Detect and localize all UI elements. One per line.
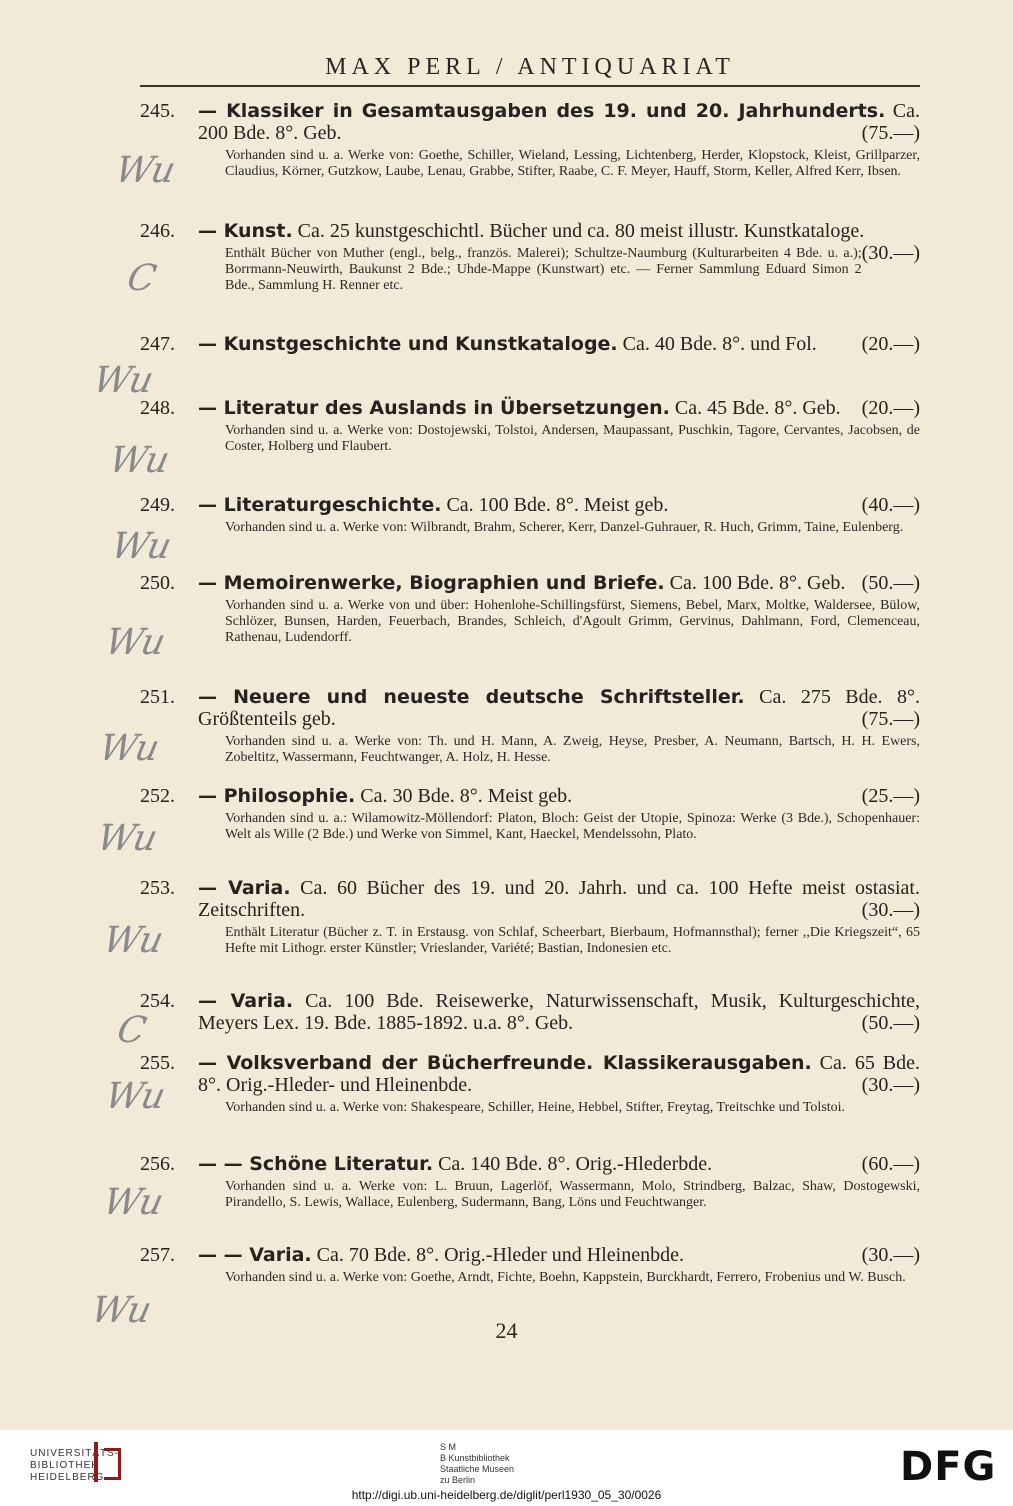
entry-note: Vorhanden sind u. a. Werke von: Shakespeare, Schiller, Heine, Hebbel, Stifter, Freytag, Treitschke und Tolstoi. (225, 1100, 846, 1115)
entry-note: Vorhanden sind u. a. Werke von: L. Bruun, Lagerlöf, Wassermann, Molo, Strindberg, Balzac, Shaw, Dostogewski, Pirandello, S. Lewis, Wallace, Eulenberg, Sudermann, Bang, Löns und Feuchtwanger. (225, 1179, 920, 1210)
entry-description: Ca. 25 kunstgeschichtl. Bücher und ca. 80 meist illustr. Kunstkataloge. (297, 220, 865, 242)
entry-number: 247. (140, 333, 175, 355)
entry-title: — Literatur des Auslands in Übersetzungen. (198, 397, 670, 419)
entry-title: — Varia. (198, 877, 291, 899)
entry-main (198, 990, 920, 1034)
catalog-entry (140, 877, 920, 957)
entry-note: Vorhanden sind u. a. Werke von: Dostojewski, Tolstoi, Andersen, Maupassant, Puschkin, Tagore, Cervantes, Jacobsen, de Coster, Holberg und Flaubert. (225, 423, 920, 454)
entry-main (198, 877, 920, 921)
entry-title: — Philosophie. (198, 785, 356, 807)
catalog-entry (140, 220, 920, 294)
entry-description: Ca. 100 Bde. 8°. Meist geb. (446, 494, 669, 516)
entry-price: (60.—) (861, 1153, 920, 1175)
entry-number: 246. (140, 220, 175, 242)
catalog-entry (140, 1153, 920, 1211)
entry-number: 254. (140, 990, 175, 1012)
entry-note: Vorhanden sind u. a. Werke von: Goethe, Schiller, Wieland, Lessing, Lichtenberg, Herder, Klopstock, Kleist, Grillparzer, Claudius, Körner, Gutzkow, Laube, Lenau, Grabbe, Stifter, Raabe, C. F. Meyer, Hauff, Storm, Keller, Alfred Kerr, Ibsen. (225, 148, 920, 179)
entry-description: Ca. 40 Bde. 8°. und Fol. (622, 333, 817, 355)
entry-main (198, 572, 920, 594)
pencil-annotation: Wu (101, 622, 170, 663)
kunstbibliothek-logo[interactable]: S M B Kunstbibliothek Staatliche Museen zu Berlin (440, 1442, 515, 1485)
entry-number: 245. (140, 100, 175, 122)
entry-price: (20.—) (861, 333, 920, 355)
entry-number: 250. (140, 572, 175, 594)
catalog-entry (140, 100, 920, 180)
entry-price: (50.—) (861, 572, 920, 594)
pencil-annotation: Wu (95, 728, 164, 769)
catalog-entry (140, 494, 920, 536)
entry-description: Ca. 30 Bde. 8°. Meist geb. (360, 785, 573, 807)
entry-main (198, 1153, 920, 1175)
entry-price: (20.—) (861, 397, 920, 419)
university-logo-icon (94, 1442, 126, 1482)
entry-note: Vorhanden sind u. a. Werke von und über: Hohenlohe-Schillingsfürst, Siemens, Bebel, Marx, Moltke, Waldersee, Bülow, Schlözer, Bunsen, Harden, Feuerbach, Brandes, Schleich, d'Agoult Grimm, Gervinus, Dahlmann, Ford, Clemenceau, Rathenau, Ludendorff. (225, 598, 920, 645)
entry-main (198, 220, 920, 264)
catalog-entry (140, 1052, 920, 1116)
entry-price: (75.—) (861, 708, 920, 730)
entry-main (198, 494, 920, 516)
entry-price: (30.—) (861, 899, 920, 921)
entry-main (198, 686, 920, 730)
entry-number: 256. (140, 1153, 175, 1175)
entry-title: — Volksverband der Bücherfreunde. Klassikerausgaben. (198, 1052, 812, 1074)
pencil-annotation: C (123, 258, 160, 299)
entry-price: (30.—) (861, 1244, 920, 1266)
pencil-annotation: Wu (87, 1290, 156, 1331)
pencil-annotation: Wu (105, 440, 174, 481)
entry-title: — Literaturgeschichte. (198, 494, 442, 516)
entry-description: Ca. 45 Bde. 8°. Geb. (674, 397, 841, 419)
entry-main (198, 785, 920, 807)
entry-title: — — Varia. (198, 1244, 312, 1266)
entry-title: — Neuere und neueste deutsche Schriftsteller. (198, 686, 745, 708)
pencil-annotation: Wu (107, 526, 176, 567)
entry-price: (75.—) (861, 122, 920, 144)
entry-description: Ca. 65 Bde. 8°. Orig.-Hleder- und Hleinenbde. (198, 1052, 920, 1096)
pencil-annotation: Wu (93, 818, 162, 859)
entry-main (198, 1244, 920, 1266)
entry-number: 253. (140, 877, 175, 899)
entry-title: — — Schöne Literatur. (198, 1153, 434, 1175)
entry-title: — Varia. (198, 990, 294, 1012)
entry-price: (50.—) (861, 1012, 920, 1034)
dfg-logo[interactable]: DFG (900, 1444, 997, 1490)
entry-note: Vorhanden sind u. a. Werke von: Goethe, Arndt, Fichte, Boehn, Kappstein, Burckhardt, Ferrero, Frobenius und W. Busch. (225, 1270, 906, 1285)
entry-description: Ca. 140 Bde. 8°. Orig.-Hlederbde. (438, 1153, 713, 1175)
pencil-annotation: Wu (99, 920, 168, 961)
entry-main (198, 1052, 920, 1096)
header-rule (140, 85, 920, 87)
university-library-logo[interactable]: UNIVERSITÄTS- BIBLIOTHEK HEIDELBERG (30, 1448, 120, 1483)
entry-price: (30.—) (861, 1074, 920, 1096)
entry-number: 251. (140, 686, 175, 708)
viewer-footer (0, 1430, 1013, 1506)
pencil-annotation: Wu (111, 150, 180, 191)
page-number: 24 (495, 1318, 518, 1343)
entry-price: (25.—) (861, 785, 920, 807)
pencil-annotation: Wu (99, 1182, 168, 1223)
entry-note: Vorhanden sind u. a.: Wilamowitz-Möllendorf: Platon, Bloch: Geist der Utopie, Spinoza: Werke (3 Bde.), Schopenhauer: Welt als Wille (2 Bde.) und Werke von Simmel, Kant, Haeckel, Mendelssohn, Plato. (225, 811, 920, 842)
entry-number: 252. (140, 785, 175, 807)
entry-title: — Kunstgeschichte und Kunstkataloge. (198, 333, 618, 355)
pencil-annotation: Wu (101, 1076, 170, 1117)
catalog-entry (140, 785, 920, 843)
entry-number: 257. (140, 1244, 175, 1266)
entry-note: Enthält Bücher von Muther (engl., belg., französ. Malerei); Schultze-Naumburg (Kulturarbeiten 4 Bde. u. a.); Borrmann-Neuwirth, Baukunst 2 Bde.; Uhde-Mappe (Kunstwart) etc. — Ferner Sammlung Eduard Simon 2 Bde., Sammlung H. Renner etc. (225, 246, 862, 293)
catalog-entry (140, 397, 920, 455)
entry-description: Ca. 70 Bde. 8°. Orig.-Hleder und Hleinenbde. (316, 1244, 684, 1266)
entry-main (198, 397, 920, 419)
entry-title: — Memoirenwerke, Biographien und Briefe. (198, 572, 665, 594)
entry-description: Ca. 60 Bücher des 19. und 20. Jahrh. und ca. 100 Hefte meist ostasiat. Zeitschriften. (198, 877, 920, 921)
entry-description: Ca. 100 Bde. Reisewerke, Naturwissenschaft, Musik, Kulturgeschichte, Meyers Lex. 19. Bde. 1885-1892. u.a. 8°. Geb. (198, 990, 920, 1034)
entry-description: Ca. 200 Bde. 8°. Geb. (198, 100, 920, 144)
entry-price: (30.—) (861, 242, 920, 264)
page-header: MAX PERL / ANTIQUARIAT (325, 54, 735, 80)
entry-title: — Klassiker in Gesamtausgaben des 19. und 20. Jahrhunderts. (198, 100, 886, 122)
catalog-entry (140, 333, 920, 355)
permalink-url[interactable]: http://digi.ub.uni-heidelberg.de/diglit/perl1930_05_30/0026 (351, 1488, 662, 1502)
pencil-annotation: Wu (89, 360, 158, 401)
catalog-entry (140, 990, 920, 1034)
entry-title: — Kunst. (198, 220, 293, 242)
entry-note: Enthält Literatur (Bücher z. T. in Erstausg. von Schlaf, Scheerbart, Bierbaum, Hofmannsthal); ferner ,,Die Kriegszeit“, 65 Hefte mit Lithogr. erster Künstler; Vrieslander, Variété; Bastian, Indonesien etc. (225, 925, 920, 956)
catalog-entry (140, 572, 920, 646)
entry-number: 255. (140, 1052, 175, 1074)
entry-number: 248. (140, 397, 175, 419)
entry-number: 249. (140, 494, 175, 516)
entry-description: Ca. 275 Bde. 8°. Größtenteils geb. (198, 686, 921, 730)
entry-main (198, 333, 920, 355)
pencil-annotation: C (113, 1010, 150, 1051)
entry-main (198, 100, 920, 144)
entry-description: Ca. 100 Bde. 8°. Geb. (669, 572, 846, 594)
entry-price: (40.—) (861, 494, 920, 516)
catalog-entry (140, 1244, 920, 1286)
catalog-entry (140, 686, 920, 766)
entry-note: Vorhanden sind u. a. Werke von: Th. und H. Mann, A. Zweig, Heyse, Presber, A. Neumann, Bartsch, H. H. Ewers, Zobeltitz, Wassermann, Feuchtwanger, A. Holz, H. Hesse. (225, 734, 920, 765)
entry-note: Vorhanden sind u. a. Werke von: Wilbrandt, Brahm, Scherer, Kerr, Danzel-Guhrauer, R. Huch, Grimm, Taine, Eulenberg. (225, 520, 904, 535)
